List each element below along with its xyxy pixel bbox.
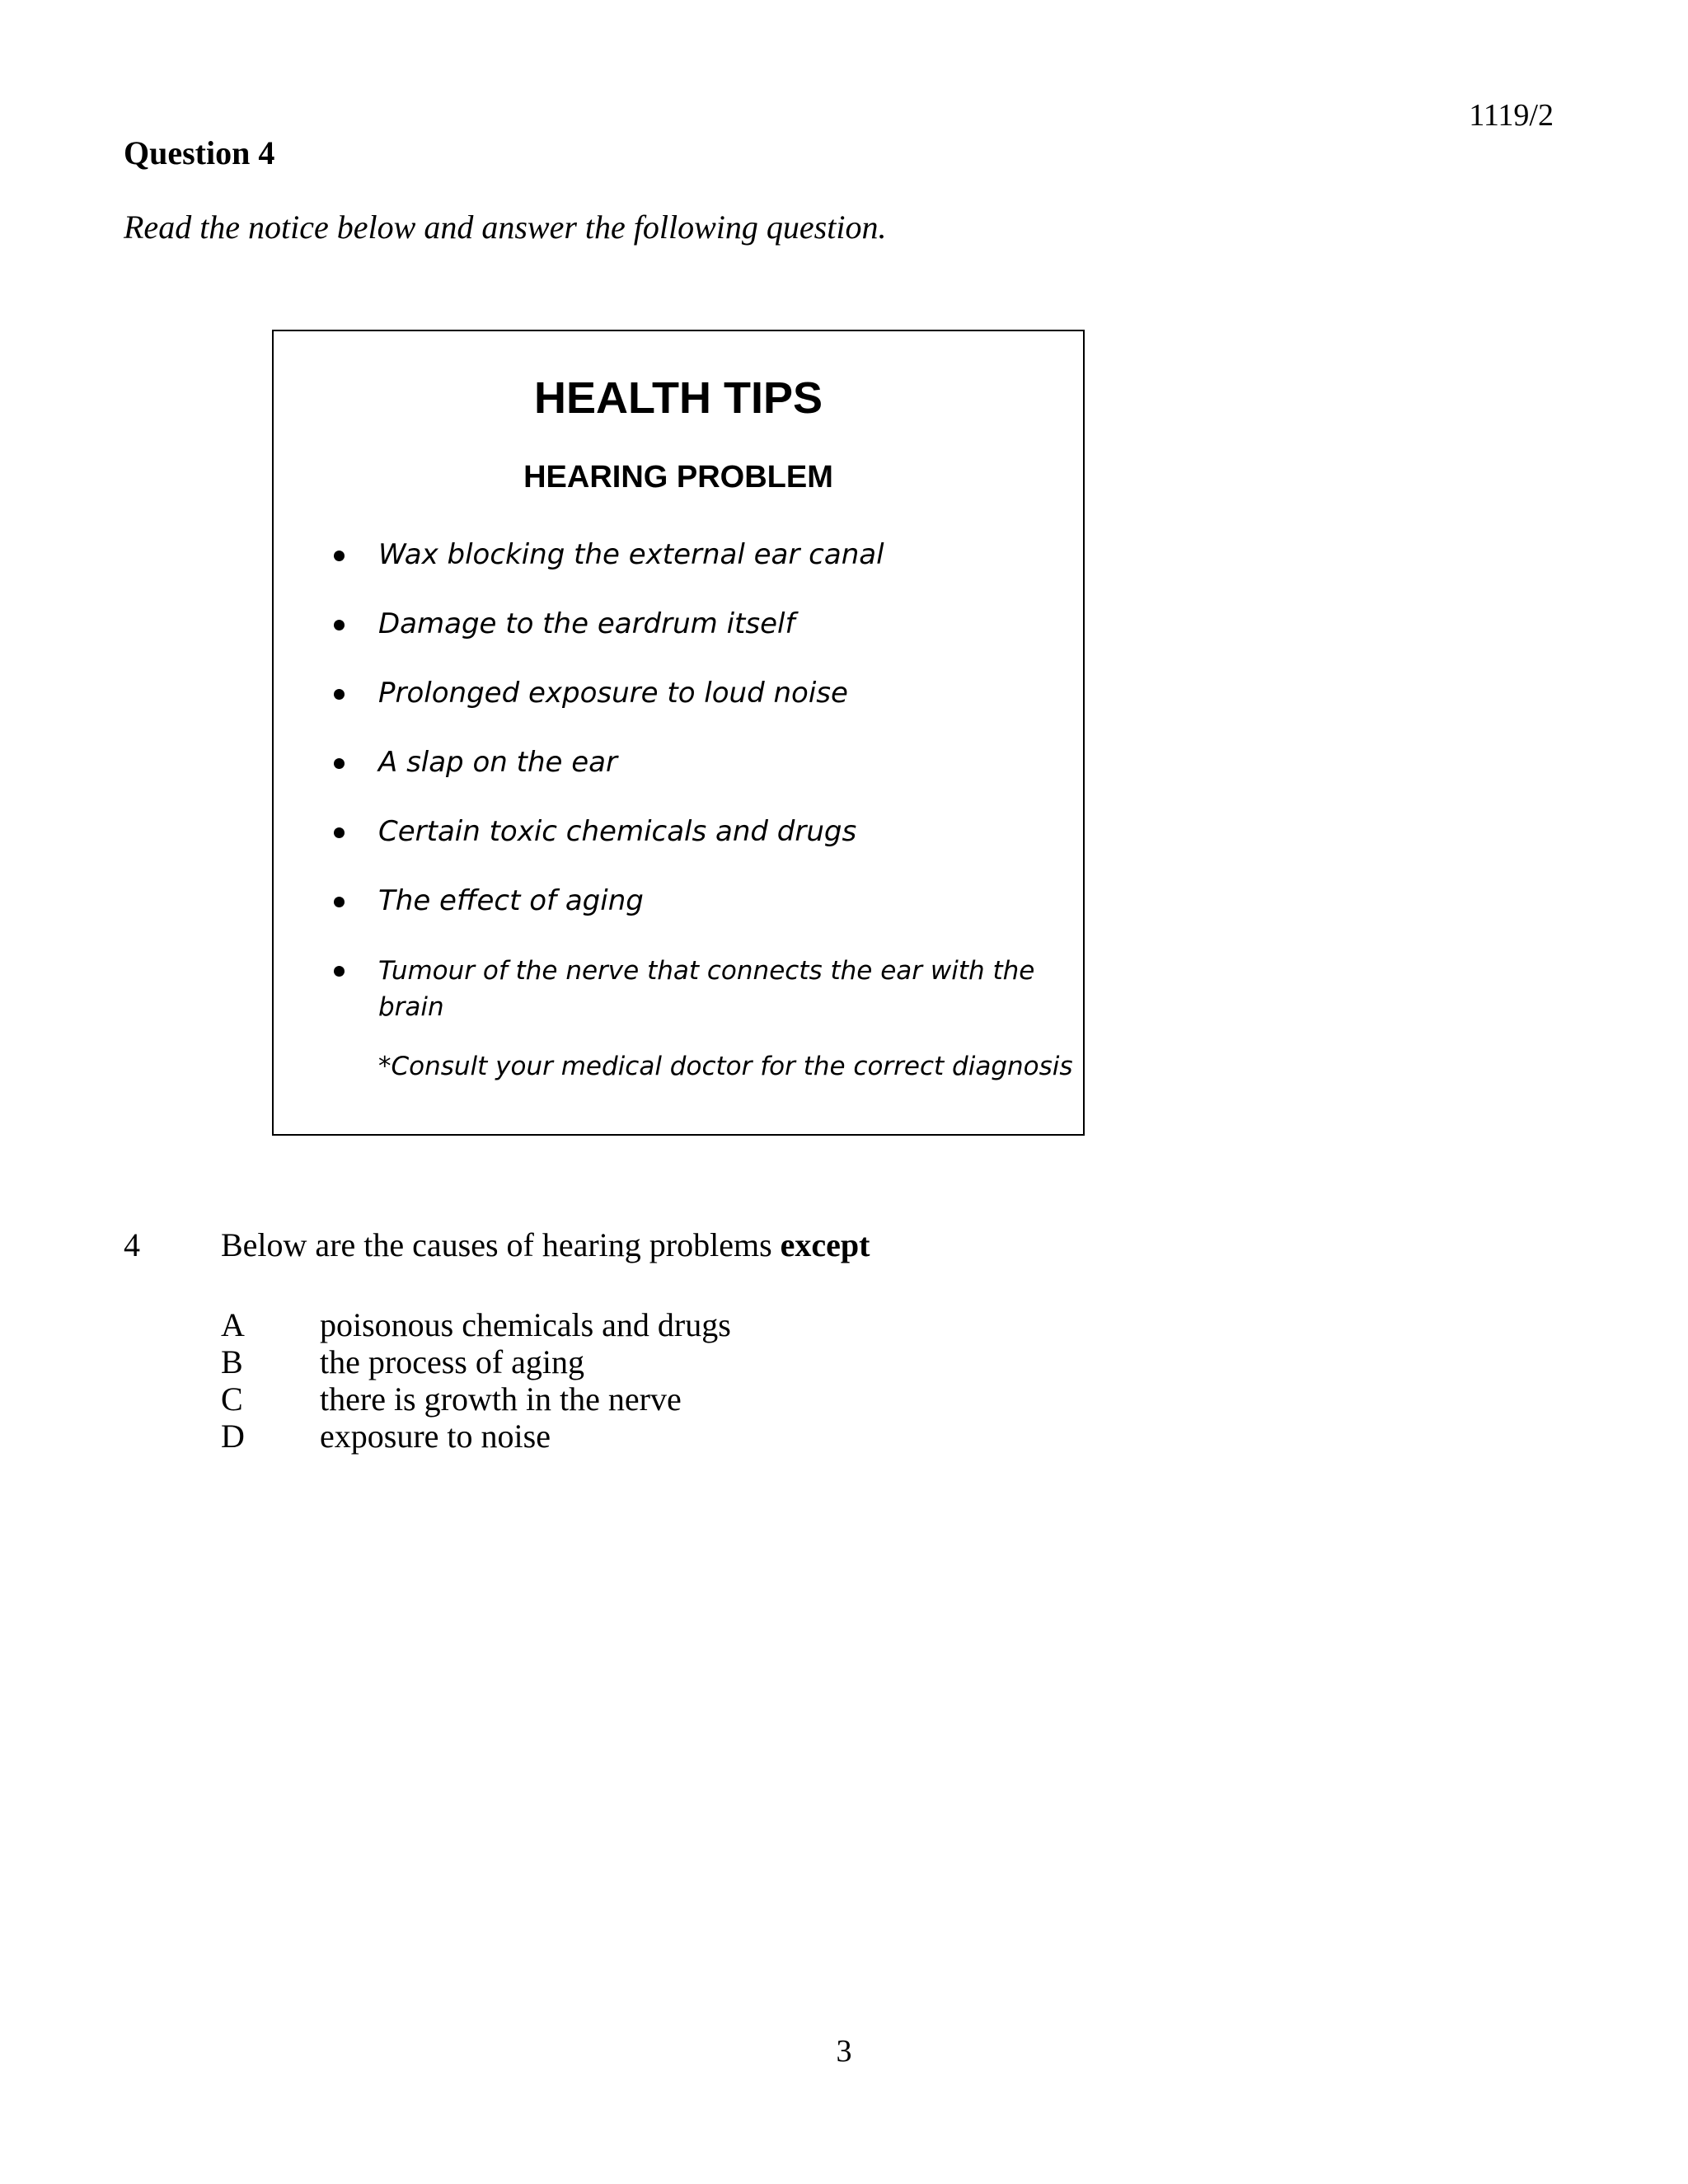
question-stem-emphasis: except [780,1226,870,1263]
list-item [323,537,1048,572]
option-letter: D [221,1418,245,1455]
answer-options [221,1306,731,1455]
list-item [323,607,1048,641]
instruction-text: Read the notice below and answer the following question. [124,209,887,246]
bullet-icon [334,897,345,907]
question-heading: Question 4 [124,134,275,171]
option-letter: B [221,1343,243,1380]
notice-box [272,330,1085,1136]
list-item-text: Wax blocking the external ear canal [378,538,884,571]
question-number: 4 [124,1226,140,1263]
bullet-icon [334,551,345,561]
option-text: there is growth in the nerve [320,1380,682,1418]
option-c[interactable] [221,1380,731,1418]
option-text: exposure to noise [320,1418,551,1455]
option-a[interactable] [221,1306,731,1343]
notice-title: HEALTH TIPS [534,373,823,423]
list-item-text: Damage to the eardrum itself [378,607,795,640]
notice-subtitle: HEARING PROBLEM [523,460,833,494]
option-d[interactable] [221,1418,731,1455]
option-text: poisonous chemicals and drugs [320,1306,731,1343]
option-letter: C [221,1380,243,1418]
list-item [323,676,1048,710]
list-item-text: Certain toxic chemicals and drugs [378,815,857,848]
option-b[interactable] [221,1343,731,1380]
bullet-icon [334,966,345,977]
list-item-text: The effect of aging [378,884,644,917]
question-stem-text: Below are the causes of hearing problems [221,1226,781,1263]
page-number: 3 [836,2034,852,2069]
bullet-icon [334,689,345,700]
bullet-icon [334,758,345,769]
question-stem [221,1226,870,1264]
bullet-icon [334,620,345,630]
bullet-icon [334,827,345,838]
list-item [323,953,1048,1025]
list-item-text: A slap on the ear [378,746,617,779]
list-item [323,814,1048,849]
option-letter: A [221,1306,245,1343]
list-item [323,745,1048,780]
list-item-text: Prolonged exposure to loud noise [378,677,848,710]
notice-list [323,537,1048,1052]
list-item [323,883,1048,918]
paper-code: 1119/2 [1469,98,1554,133]
list-item-text: Tumour of the nerve that connects the ear with the brain [378,956,1035,1022]
notice-note: *Consult your medical doctor for the correct diagnosis [378,1052,1073,1081]
option-text: the process of aging [320,1343,585,1380]
